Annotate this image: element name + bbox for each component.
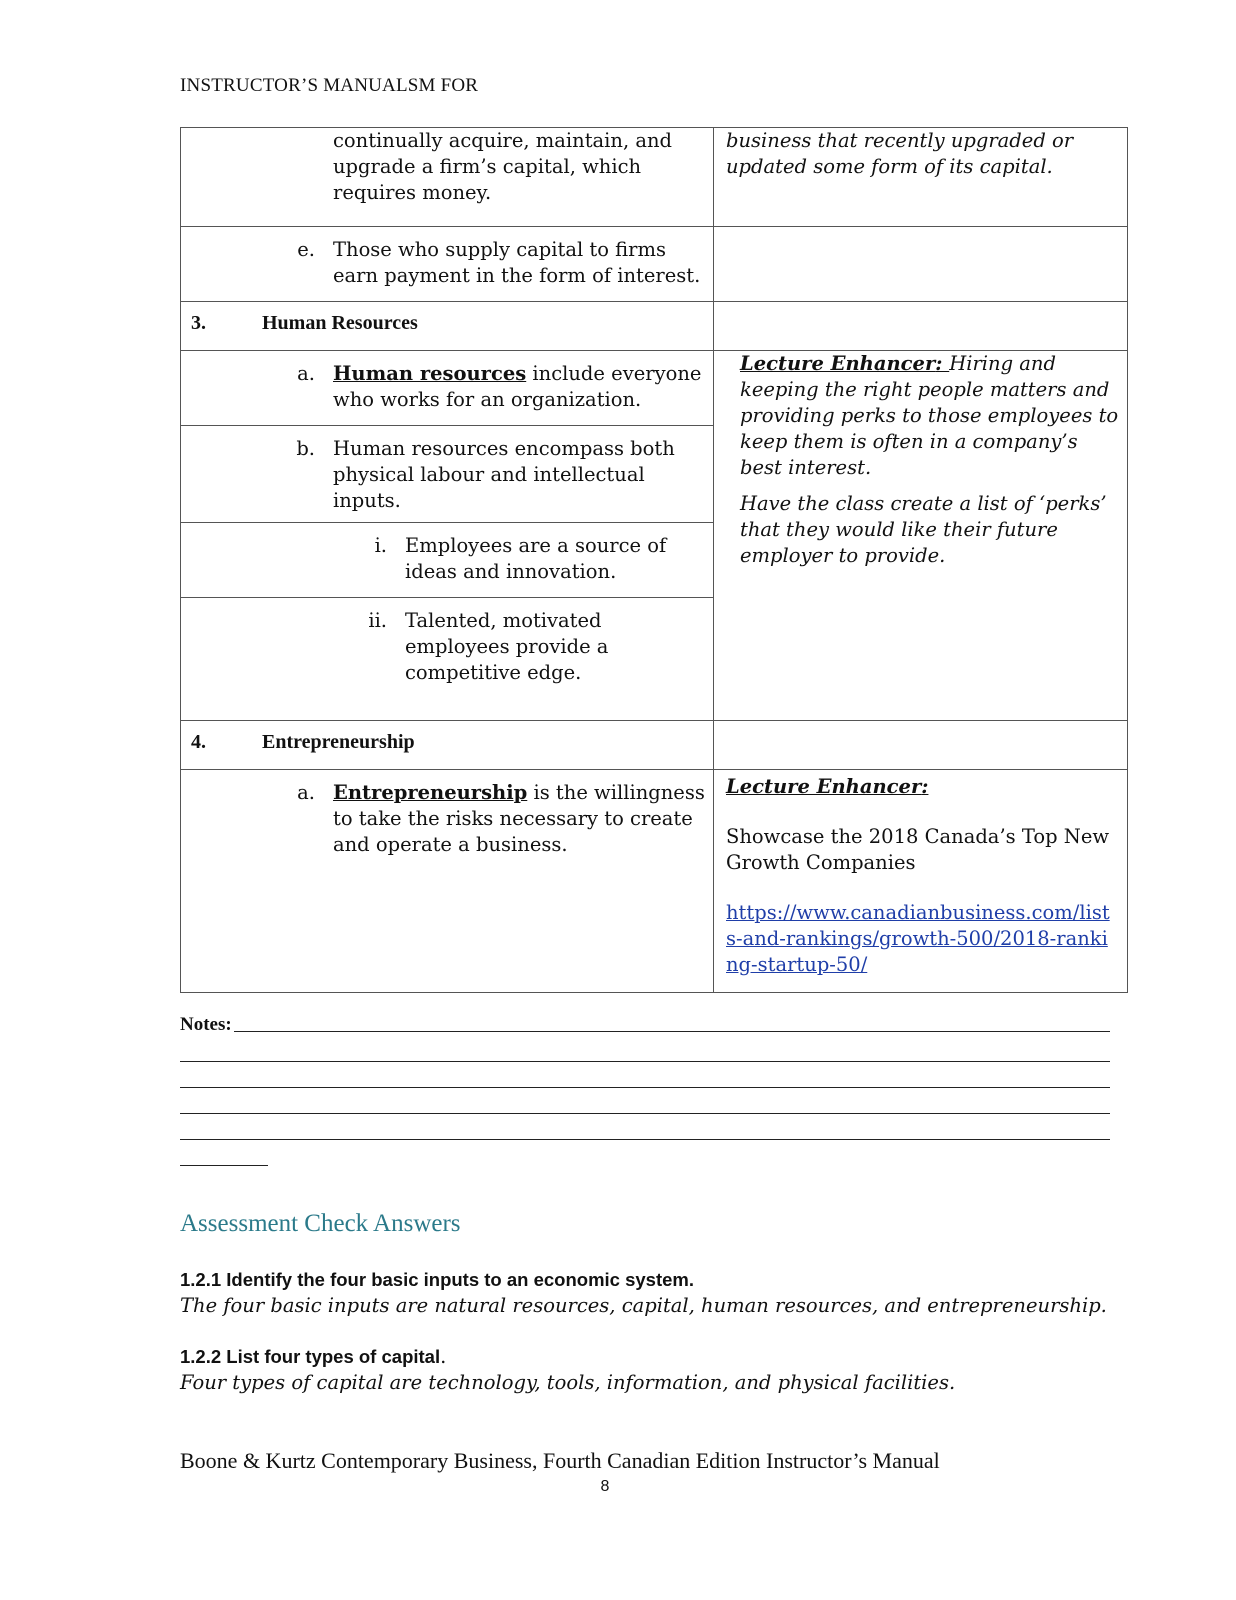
assessment-q1	[180, 1267, 1140, 1319]
section-heading-entrepreneurship	[181, 721, 713, 763]
section-number: 4.	[191, 731, 206, 753]
lecture-text: Showcase the 2018 Canada’s Top New Growth Companies	[726, 825, 1110, 874]
outline-table	[180, 127, 1128, 993]
key-term: Human resources	[333, 362, 527, 385]
item-text: include everyone who works for an organization.	[333, 362, 702, 411]
list-item-3bi	[181, 523, 713, 593]
item-marker: i.	[374, 534, 387, 557]
item-marker: a.	[297, 781, 315, 804]
lecture-label: Lecture Enhancer	[726, 775, 922, 798]
running-header: INSTRUCTOR’S MANUALSM FOR	[180, 75, 479, 96]
item-marker: ii.	[368, 609, 387, 632]
item-marker: a.	[297, 362, 315, 385]
item-marker: b.	[296, 437, 315, 460]
lecture-enhancer-entrepreneurship: Lecture Enhancer: Showcase the 2018 Canada’s Top New Growth Companies https://www.canadianbusiness.com/lists-and-rankings/growth-500/2018-ranking-startup-50/	[714, 770, 1127, 982]
section-row	[181, 721, 1128, 770]
section-title: Human Resources	[262, 312, 418, 334]
item-text: continually acquire, maintain, and upgrade a firm’s capital, which requires money.	[333, 129, 673, 204]
notes-line[interactable]	[180, 1062, 1110, 1088]
item-text: is the willingness to take the risks necessary to create and operate a business.	[333, 781, 705, 856]
item-text: Employees are a source of ideas and innovation.	[405, 534, 667, 583]
notes-line[interactable]	[180, 1114, 1110, 1140]
table-row	[181, 351, 1128, 426]
lecture-text: Hiring and keeping the right people matters and providing perks to those employees to keep them is often in a company’s best interest.	[740, 352, 1119, 479]
page-footer: Boone & Kurtz Contemporary Business, Fourth Canadian Edition Instructor’s Manual	[180, 1448, 940, 1473]
question: 1.2.1 Identify the four basic inputs to an economic system.	[180, 1269, 695, 1290]
answer: Four types of capital are technology, tools, information, and physical facilities.	[180, 1371, 956, 1394]
item-text: Human resources encompass both physical labour and intellectual inputs.	[333, 437, 675, 512]
section-number: 3.	[191, 312, 206, 334]
notes-line[interactable]	[234, 1031, 1110, 1032]
section-row	[181, 302, 1128, 351]
list-item-3b	[181, 426, 713, 522]
key-term: Entrepreneurship	[333, 781, 528, 804]
section-heading-human-resources	[181, 302, 713, 344]
list-item-e	[181, 227, 713, 297]
notes-line[interactable]	[180, 1036, 1110, 1062]
notes-section	[180, 1006, 1110, 1166]
section-title: Entrepreneurship	[262, 731, 415, 753]
table-row	[181, 770, 1128, 993]
lecture-label: Lecture Enhancer	[740, 352, 936, 375]
notes-line[interactable]	[180, 1088, 1110, 1114]
ranking-link[interactable]: https://www.canadianbusiness.com/lists-and-rankings/growth-500/2018-ranking-startup-50/	[726, 901, 1110, 976]
notes-label: Notes:	[180, 1014, 232, 1035]
assessment-q2: 1.2.2 List four types of capital. Four types of capital are technology, tools, information, and physical facilities.	[180, 1344, 1140, 1396]
lecture-enhancer-hr: Lecture Enhancer: Hiring and keeping the right people matters and providing perks to those employees to keep them is often in a company’s best interest. Have the class create a list of ‘perks’ that they would like their future employer to provide.	[740, 352, 1119, 567]
lecture-activity: Have the class create a list of ‘perks’ that they would like their future employer to provide.	[740, 492, 1107, 567]
table-row	[181, 128, 1128, 227]
notes-cell	[714, 128, 1127, 184]
list-item-3a	[181, 351, 713, 421]
assessment-heading: Assessment Check Answers	[180, 1210, 461, 1237]
item-marker: e.	[297, 238, 315, 261]
item-text: Those who supply capital to firms earn payment in the form of interest.	[333, 238, 701, 287]
page-number: 8	[600, 1478, 610, 1495]
list-item-4a	[181, 770, 713, 866]
item-text: Talented, motivated employees provide a competitive edge.	[405, 609, 609, 684]
list-item-3bii	[181, 598, 713, 694]
list-item	[181, 128, 713, 214]
notes-line[interactable]	[180, 1140, 268, 1166]
table-row	[181, 227, 1128, 302]
note-text: business that recently upgraded or updated some form of its capital.	[726, 129, 1074, 178]
answer: The four basic inputs are natural resources, capital, human resources, and entrepreneurship.	[180, 1294, 1107, 1317]
question: 1.2.2 List four types of capital	[180, 1346, 441, 1367]
